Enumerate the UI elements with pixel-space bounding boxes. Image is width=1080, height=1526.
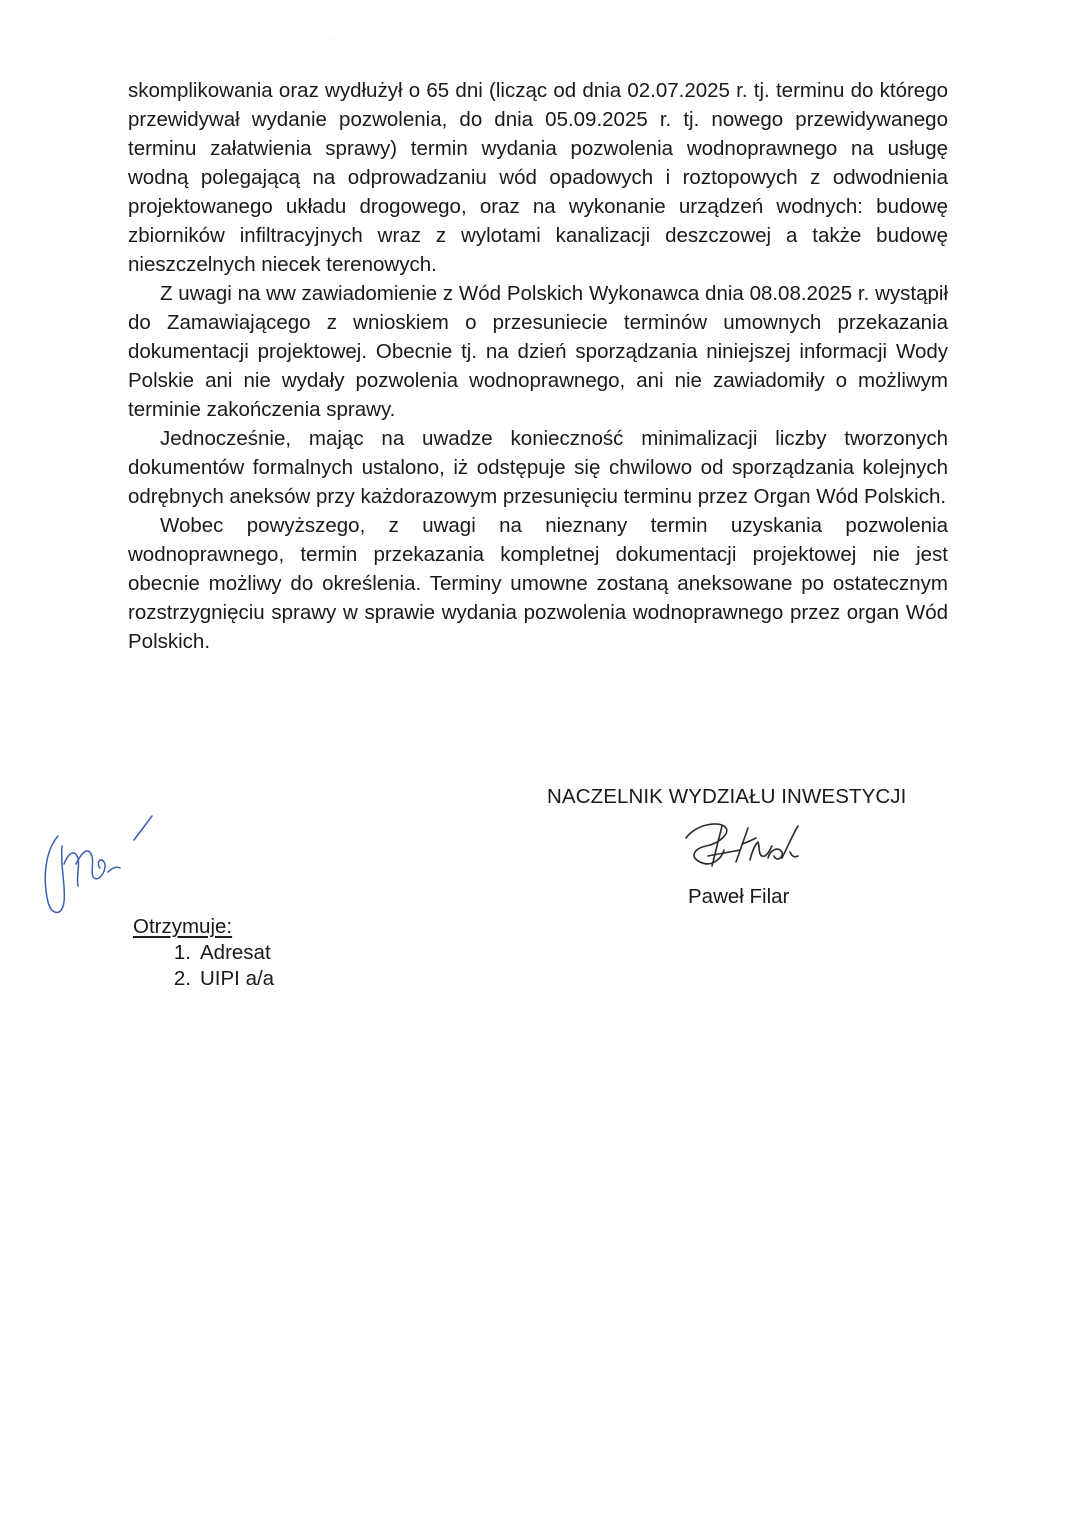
recipient-item — [165, 940, 274, 966]
recipient-number: 2. — [173, 967, 191, 990]
handwritten-signature — [678, 816, 818, 876]
recipient-item — [165, 966, 274, 992]
paragraph-annex-decision: Jednocześnie, mając na uwadze konieczność minimalizacji liczby tworzonych dokumentów formalnych ustalono, iż odstępuje się chwilowo od sporządzania kolejnych odrębnych aneksów przy każdorazowym przesunięciu terminu przez Organ Wód Polskich. — [128, 427, 948, 508]
paragraph-continuation: skomplikowania oraz wydłużył o 65 dni (licząc od dnia 02.07.2025 r. tj. terminu do którego przewidywał wydanie pozwolenia, do dnia 05.09.2025 r. tj. nowego przewidywanego terminu załatwienia sprawy) termin wydania pozwolenia wodnoprawnego na usługę wodną polegającą na odprowadzaniu wód opadowych i roztopowych z odwodnienia projektowanego układu drogowego, oraz na wykonanie urządzeń wodnych: budowę zbiorników infiltracyjnych wraz z wylotami kanalizacji deszczowej a także budowę nieszczelnych niecek terenowych. — [128, 79, 948, 276]
paragraph-notification: Z uwagi na ww zawiadomienie z Wód Polskich Wykonawca dnia 08.08.2025 r. wystąpił do Zamawiającego z wnioskiem o przesuniecie terminów umownych przekazania dokumentacji projektowej. Obecnie tj. na dzień sporządzania niniejszej informacji Wody Polskie ani nie wydały pozwolenia wodnoprawnego, ani nie zawiadomiły o możliwym terminie zakończenia sprawy. — [128, 282, 948, 421]
recipient-label: UIPI a/a — [200, 967, 275, 990]
paragraph-conclusion: Wobec powyższego, z uwagi na nieznany termin uzyskania pozwolenia wodnoprawnego, termin przekazania kompletnej dokumentacji projektowej nie jest obecnie możliwy do określenia. Terminy umowne zostaną aneksowane po ostatecznym rozstrzygnięciu sprawy w sprawie wydania pozwolenia wodnoprawnego przez organ Wód Polskich. — [128, 514, 948, 653]
recipient-label: Adresat — [200, 941, 271, 964]
recipients-heading: Otrzymuje: — [133, 915, 233, 938]
letter-body — [128, 76, 948, 656]
signatory-name: Paweł Filar — [688, 885, 790, 908]
recipients-list — [133, 940, 274, 992]
scan-speck — [330, 38, 331, 39]
recipients-block — [133, 914, 274, 992]
handwritten-initials — [38, 806, 158, 926]
recipient-number: 1. — [173, 941, 191, 964]
signatory-title: NACZELNIK WYDZIAŁU INWESTYCJI — [547, 785, 907, 808]
